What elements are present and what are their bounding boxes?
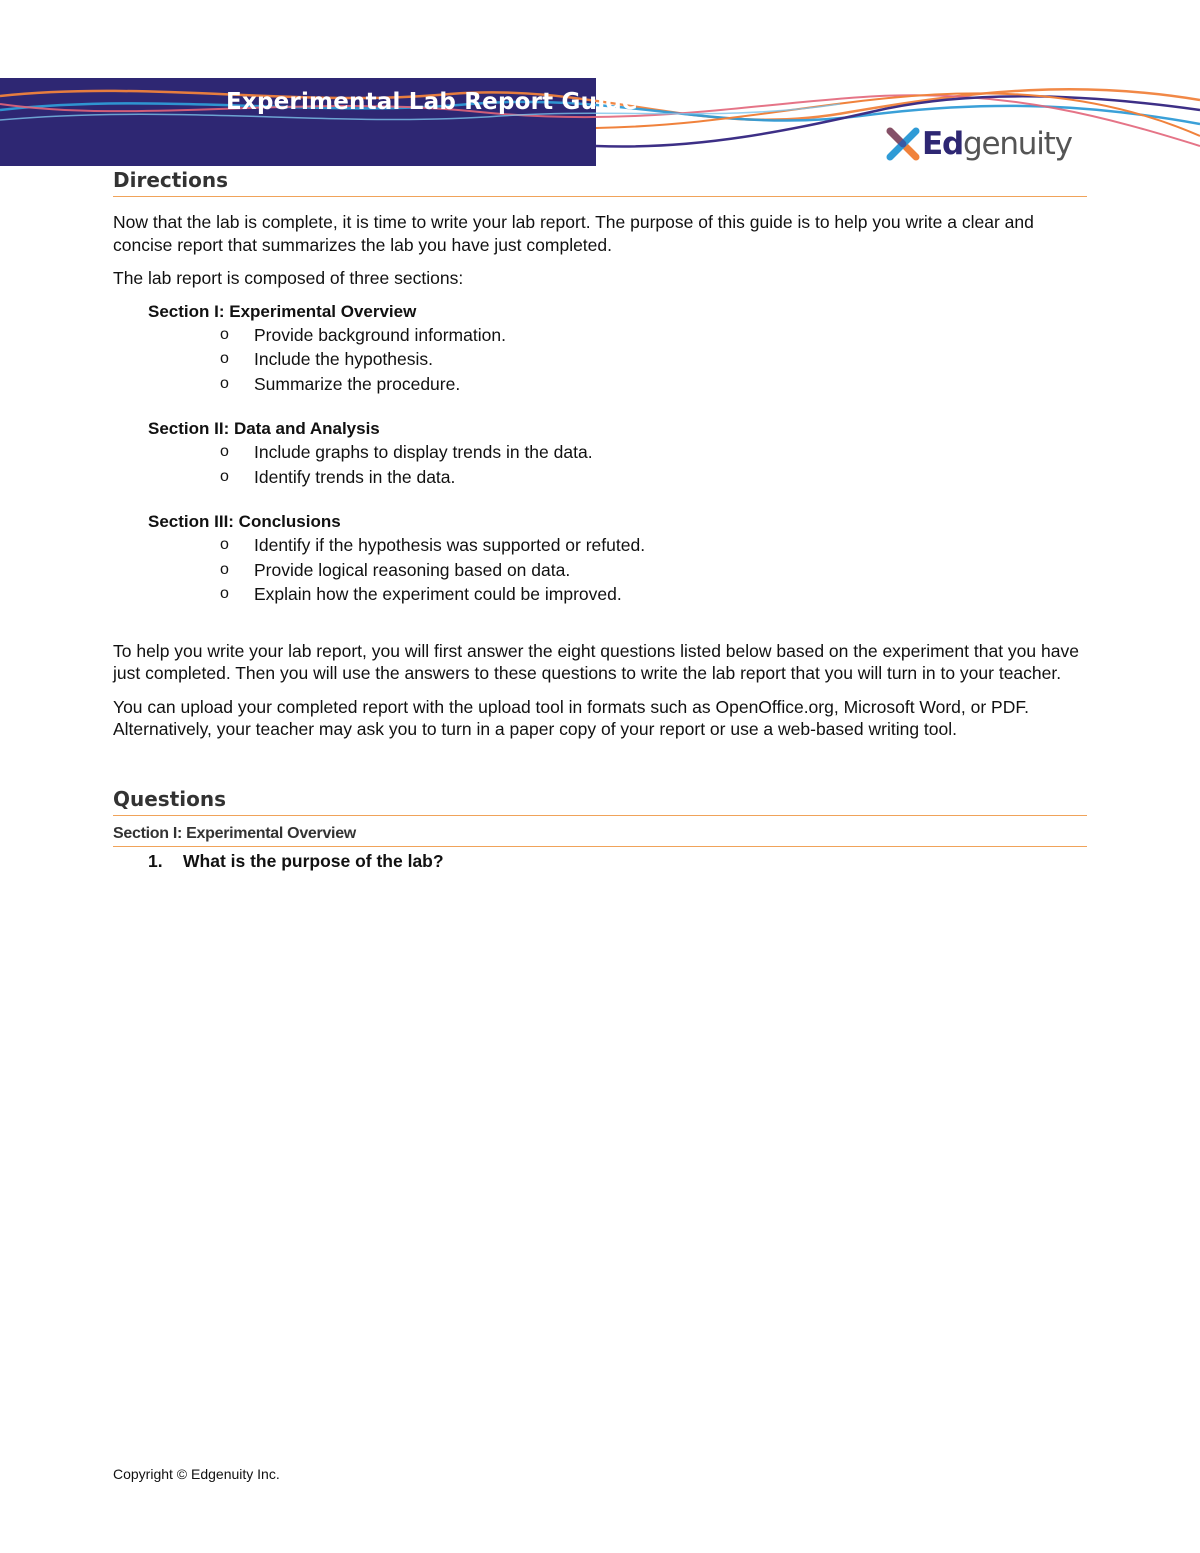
page-header xyxy=(0,0,1200,175)
list-item-text: Include graphs to display trends in the data. xyxy=(254,442,593,462)
bullet-list xyxy=(113,440,1087,489)
section-title: Section II: Data and Analysis xyxy=(148,419,380,438)
questions-section-title: Section I: Experimental Overview xyxy=(113,825,1087,847)
directions-intro: Now that the lab is complete, it is time to write your lab report. The purpose of this guide is to help you write a clear and concise report that summarizes the lab you have just completed. xyxy=(113,212,1034,255)
list-item xyxy=(113,465,1087,490)
list-item xyxy=(113,372,1087,397)
logo-text-bold: Ed xyxy=(922,125,963,162)
bullet-list xyxy=(113,533,1087,607)
bullet-marker: o xyxy=(220,585,229,602)
list-item xyxy=(113,582,1087,607)
bullet-marker: o xyxy=(220,443,229,460)
bullet-marker: o xyxy=(220,536,229,553)
list-item-text: Explain how the experiment could be improved. xyxy=(254,584,622,604)
document-body xyxy=(113,168,1087,873)
list-item-text: Provide background information. xyxy=(254,324,506,345)
list-item xyxy=(113,533,1087,558)
help-paragraph: To help you write your lab report, you will first answer the eight questions listed below based on the experiment that you have just completed. Then you will use the answers to these questions to write the lab report that you will turn in to your teacher. xyxy=(113,640,1079,683)
section-outline-1 xyxy=(113,301,1087,397)
question-number: 1. xyxy=(148,850,163,871)
copyright-footer: Copyright © Edgenuity Inc. xyxy=(113,1466,280,1482)
list-item-text: Include the hypothesis. xyxy=(254,349,434,369)
list-item-text: Summarize the procedure. xyxy=(254,373,461,394)
bullet-marker: o xyxy=(220,350,229,367)
logo-text xyxy=(922,125,1072,162)
edgenuity-x-icon xyxy=(886,127,920,161)
question-item xyxy=(148,849,1087,873)
questions-heading: Questions xyxy=(113,787,1087,816)
logo-text-regular: genuity xyxy=(962,125,1072,162)
list-item-text: Identify trends in the data. xyxy=(254,466,456,487)
section-title: Section I: Experimental Overview xyxy=(148,301,417,321)
section-title: Section III: Conclusions xyxy=(148,512,341,531)
list-item xyxy=(113,440,1087,465)
list-item-text: Identify if the hypothesis was supported or refuted. xyxy=(254,535,646,555)
list-item-text: Provide logical reasoning based on data. xyxy=(254,559,571,580)
page-title: Experimental Lab Report Guide xyxy=(226,89,638,115)
list-item xyxy=(113,323,1087,348)
edgenuity-logo xyxy=(886,124,1072,164)
section-outline-2 xyxy=(113,418,1087,489)
list-item xyxy=(113,347,1087,372)
bullet-marker: o xyxy=(220,467,229,485)
directions-heading: Directions xyxy=(113,168,1087,197)
list-item xyxy=(113,558,1087,583)
bullet-marker: o xyxy=(220,560,229,578)
bullet-marker: o xyxy=(220,325,229,343)
directions-composition: The lab report is composed of three sections: xyxy=(113,268,464,288)
bullet-marker: o xyxy=(220,374,229,392)
bullet-list xyxy=(113,323,1087,397)
question-text: What is the purpose of the lab? xyxy=(183,850,444,871)
section-outline-3 xyxy=(113,511,1087,607)
upload-paragraph: You can upload your completed report with the upload tool in formats such as OpenOffice.org, Microsoft Word, or PDF. Alternatively, your teacher may ask you to turn in a paper copy of your report or use a web-based writing tool. xyxy=(113,696,1029,739)
